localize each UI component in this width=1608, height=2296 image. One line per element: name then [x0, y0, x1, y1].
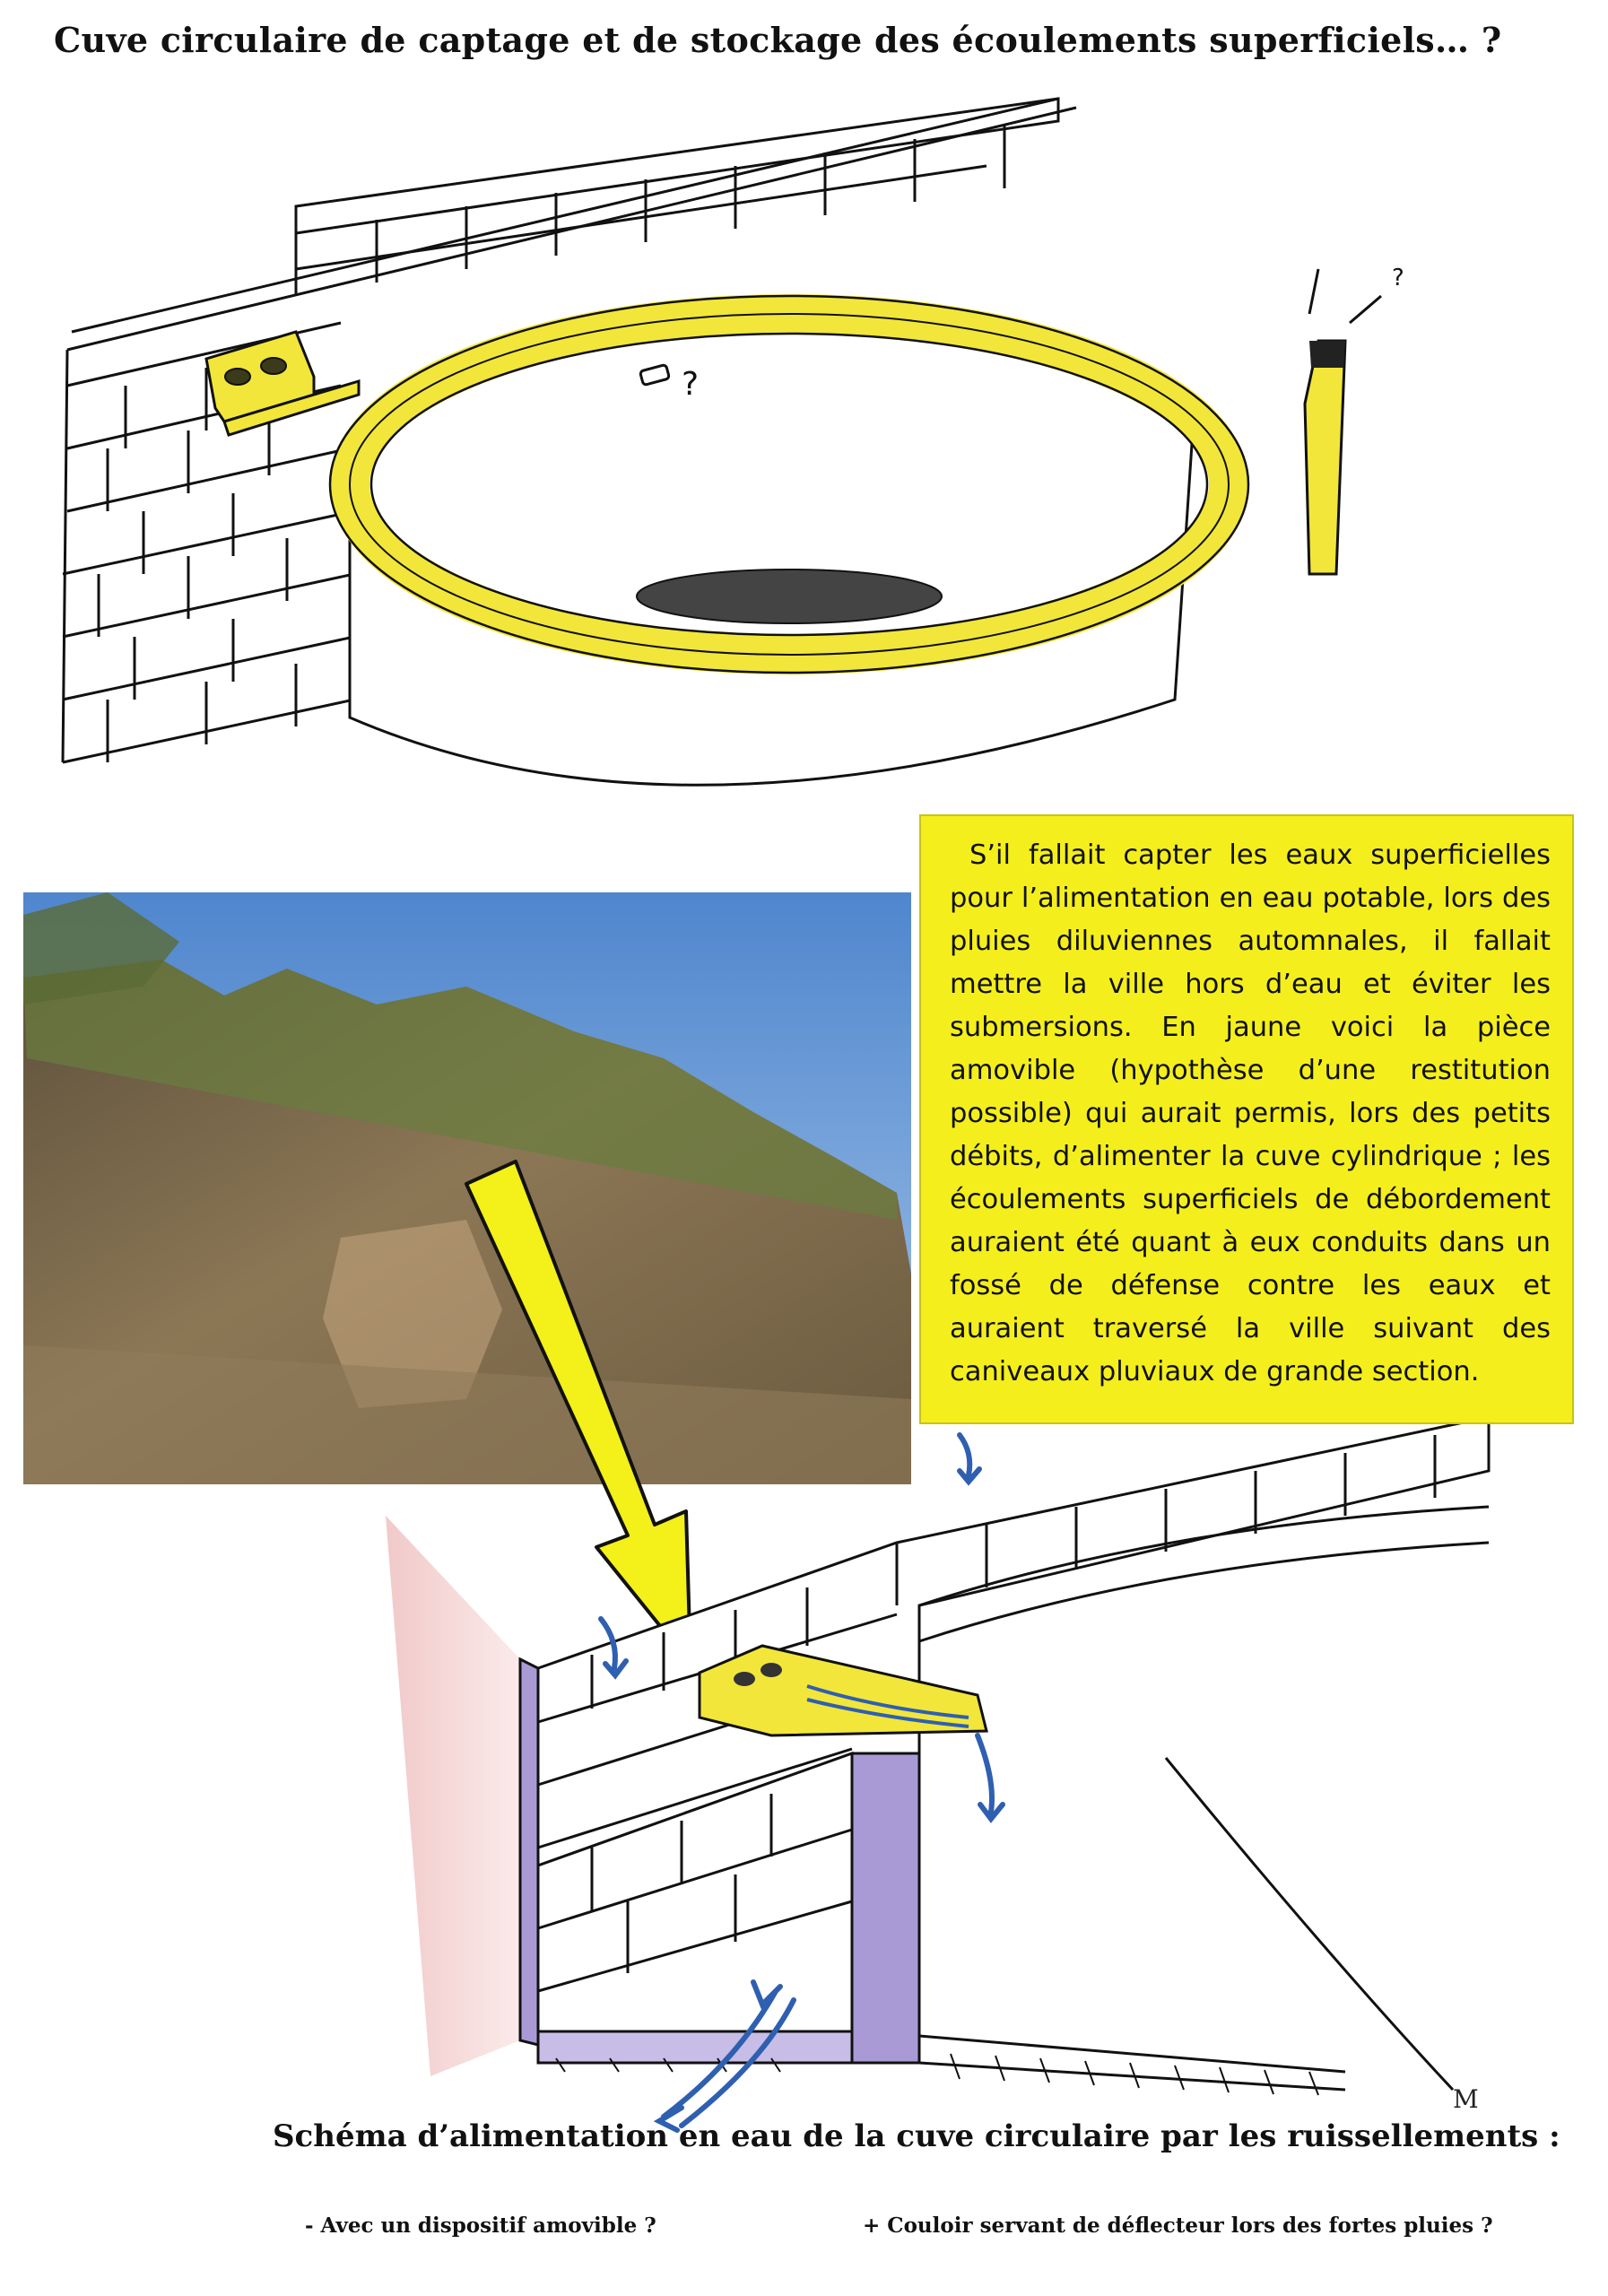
question-mark-slot: ?: [1392, 265, 1404, 291]
question-mark-hole: ?: [682, 366, 700, 403]
page-title: Cuve circulaire de captage et de stockage des écoulements superficiels… ?: [54, 20, 1502, 60]
caption-item-removable-device: - Avec un dispositif amovible ?: [305, 2213, 656, 2238]
circular-cistern: [330, 269, 1381, 785]
hypothesis-note: [919, 814, 1574, 1424]
hypothesis-note-text: S’il fallait capter les eaux superficielles pour l’alimentation en eau potable, lors des pluies diluviennes automnales, il fallait mettre la ville hors d’eau et éviter les submersions. En jaune voici la pièce amovible (hypothèse d’une restitution possible) qui aurait permis, lors des petits débits, d’alimenter la cuve cylindrique ; les écoulements superficiels de débordement auraient été quant à eux conduits dans un fossé de défense contre les eaux et auraient traversé la ville suivant des caniveaux pluviaux de grande section.: [950, 839, 1551, 1387]
caption-item-deflector-corridor: + Couloir servant de déflecteur lors des fortes pluies ?: [863, 2213, 1493, 2238]
author-signature: M: [1453, 2084, 1479, 2114]
figure-caption: Schéma d’alimentation en eau de la cuve circulaire par les ruissellements :: [273, 2118, 1560, 2154]
bottom-corridor-drawing: [386, 1417, 1489, 2130]
